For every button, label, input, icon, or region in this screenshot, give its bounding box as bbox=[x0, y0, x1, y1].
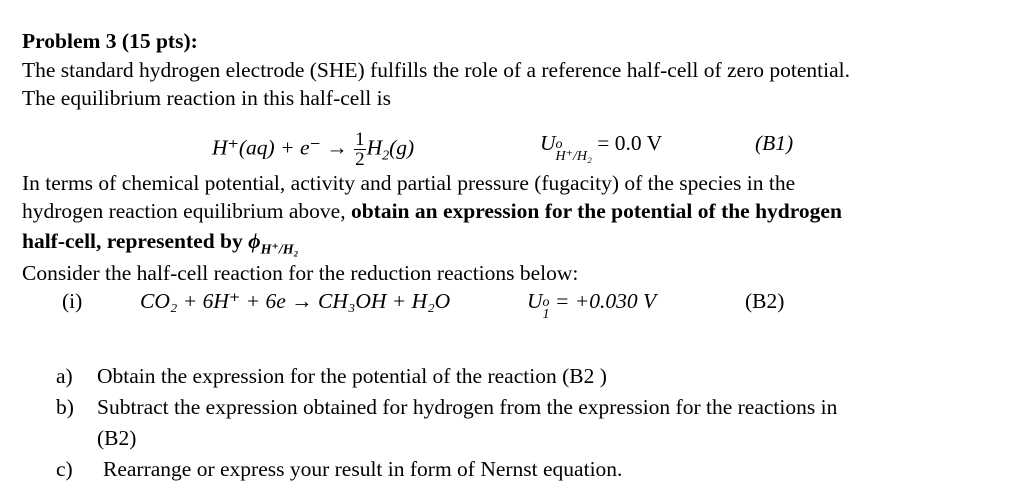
item-text: (B2) bbox=[97, 426, 137, 450]
eq1-pot-sup: o bbox=[555, 137, 563, 152]
phi-symbol: ϕ bbox=[248, 229, 261, 253]
eq1-frac-num: 1 bbox=[355, 129, 365, 150]
line4-bold: obtain an expression for the potential of the hydrogen bbox=[350, 199, 842, 223]
item-label: c) bbox=[56, 457, 73, 481]
body-line-6: Consider the half-cell reaction for the reduction reactions below: bbox=[22, 261, 579, 285]
eq2-pot-symbol: U bbox=[527, 289, 543, 313]
eq1-pot-symbol: U bbox=[540, 131, 556, 155]
equation-b2-tag: (B2) bbox=[745, 289, 785, 313]
item-label: b) bbox=[56, 395, 74, 419]
problem-heading: Problem 3 (15 pts): bbox=[22, 29, 198, 53]
phi-subscript: H⁺/H₂ bbox=[260, 242, 299, 258]
intro-line-2: The equilibrium reaction in this half-cell is bbox=[22, 86, 391, 110]
eq2-label: (i) bbox=[62, 289, 83, 313]
equation-b1-tag: (B1) bbox=[755, 131, 794, 155]
eq1-pot-value: = 0.0 V bbox=[591, 131, 663, 155]
eq1-rhs-sub: 2 bbox=[382, 148, 390, 164]
equation-b2-potential bbox=[527, 288, 656, 321]
eq1-rhs-post: (g) bbox=[389, 135, 415, 160]
eq1-lhs: H⁺(aq) + e⁻ → bbox=[212, 135, 354, 160]
equation-b1 bbox=[212, 130, 414, 169]
body-line-4 bbox=[22, 198, 842, 224]
body-line-3: In terms of chemical potential, activity and partial pressure (fugacity) of the species in the bbox=[22, 171, 796, 195]
item-text: Obtain the expression for the potential of the reaction (B2 ) bbox=[97, 364, 607, 388]
eq2-pot-sub: 1 bbox=[542, 307, 550, 322]
line5-bold: half-cell, represented by bbox=[22, 229, 249, 253]
equation-b1-potential bbox=[540, 130, 662, 163]
eq2-pot-sup: o bbox=[542, 295, 550, 310]
eq1-fraction bbox=[354, 130, 366, 169]
item-label: a) bbox=[56, 364, 73, 388]
body-line-5 bbox=[22, 228, 299, 258]
item-text: Subtract the expression obtained for hydrogen from the expression for the reactions in bbox=[97, 395, 838, 419]
line4-normal: hydrogen reaction equilibrium above, bbox=[22, 199, 351, 223]
intro-line-1: The standard hydrogen electrode (SHE) fulfills the role of a reference half-cell of zero potential. bbox=[22, 58, 850, 82]
eq1-pot-sub: H⁺/H₂ bbox=[555, 149, 592, 164]
item-text: Rearrange or express your result in form of Nernst equation. bbox=[103, 457, 623, 481]
eq2-pot-value: = +0.030 V bbox=[549, 289, 657, 313]
equation-b2: CO₂ + 6H⁺ + 6e → CH₃OH + H₂O bbox=[140, 289, 451, 313]
eq1-frac-den: 2 bbox=[355, 149, 365, 170]
eq1-rhs-pre: H bbox=[366, 135, 383, 160]
